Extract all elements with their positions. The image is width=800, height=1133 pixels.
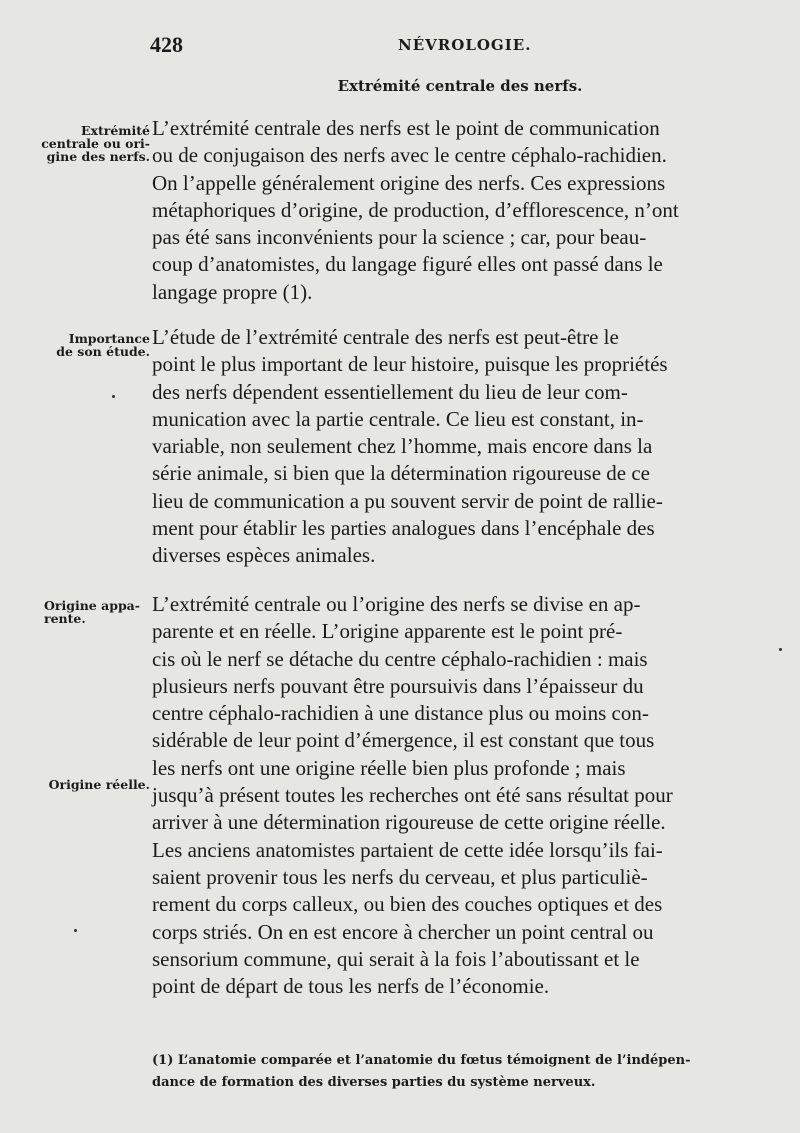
margin-note-importance: Importance de son étude.: [56, 331, 150, 359]
running-title: NÉVROLOGIE.: [398, 36, 532, 54]
print-speck: [112, 395, 115, 398]
page-number: 428: [150, 32, 183, 57]
margin-note-origine-reelle: Origine réelle.: [48, 777, 150, 792]
paragraph-extremite-centrale: L’extrémité centrale des nerfs est le point de communication ou de conjugaison des nerfs avec le centre céphalo-rachidien. On l’appelle généralement origine des nerfs. Ces expressions métaphoriques d’origine, de production, d’efflorescence, n’ont pas été sans inconvénients pour la science ; car, pour beau- coup d’anatomistes, du langage figuré elles ont passé dans le langage propre (1).: [152, 116, 679, 304]
print-speck: [74, 929, 77, 932]
print-speck: [779, 648, 782, 651]
page-header: [150, 32, 770, 58]
paragraph-origine: L’extrémité centrale ou l’origine des nerfs se divise en ap- parente et en réelle. L’origine apparente est le point pré- cis où le nerf se détache du centre céphalo-rachidien : mais plusieurs nerfs pouvant être poursuivis dans l’épaisseur du centre céphalo-rachidien à une distance plus ou moins con- sidérable de leur point d’émergence, il est constant que tous les nerfs ont une origine réelle bien plus profonde ; mais jusqu’à présent toutes les recherches ont été sans résultat pour arriver à une détermination rigoureuse de cette origine réelle. Les anciens anatomistes partaient de cette idée lorsqu’ils fai- saient provenir tous les nerfs du cerveau, et plus particuliè- rement du corps calleux, ou bien des couches optiques et des corps striés. On en est encore à chercher un point central ou sensorium commune, qui serait à la fois l’aboutissant et le point de départ de tous les nerfs de l’économie.: [152, 592, 673, 999]
footnote: (1) L’anatomie comparée et l’anatomie du fœtus témoignent de l’indépen- dance de formation des diverses parties du système nerveux.: [152, 1053, 691, 1090]
margin-note-origine-apparente: Origine appa- rente.: [44, 598, 140, 626]
margin-note-extremite: Extrémité centrale ou ori- gine des nerfs.: [41, 123, 150, 164]
paragraph-importance: L’étude de l’extrémité centrale des nerfs est peut-être le point le plus important de leur histoire, puisque les propriétés des nerfs dépendent essentiellement du lieu de leur com- munication avec la partie centrale. Ce lieu est constant, in- variable, non seulement chez l’homme, mais encore dans la série animale, si bien que la détermination rigoureuse de ce lieu de communication a pu souvent servir de point de rallie- ment pour établir les parties analogues dans l’encéphale des diverses espèces animales.: [152, 325, 668, 568]
section-title: Extrémité centrale des nerfs.: [337, 77, 583, 95]
